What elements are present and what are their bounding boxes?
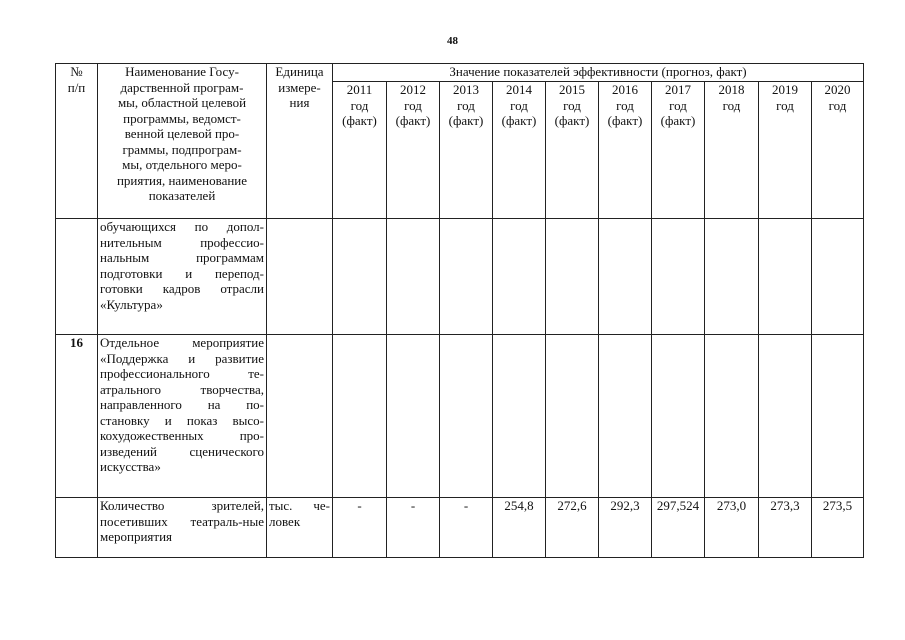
row-name: обучающихся по допол-нительным профессио-нальным программам подготовки и перепод-готовки кадров отрасли «Культура» [98,219,267,335]
row-value: - [387,498,440,558]
row-value [812,219,864,335]
header-year-2019: 2019 год [759,82,812,219]
header-year-2016: 2016 год (факт) [599,82,652,219]
indicators-table [55,63,864,558]
row-number [56,219,98,335]
row-value [759,335,812,498]
row-value [387,219,440,335]
header-number: № п/п [56,64,98,219]
row-value [333,335,387,498]
header-year-2015: 2015 год (факт) [546,82,599,219]
row-value [812,335,864,498]
table-header-row [56,64,864,82]
row-value [440,219,493,335]
row-name: Отдельное мероприятие «Поддержка и развитие профессионального те-атрального творчества, направленного на по-становку и показ высо-кохудожественных про-изведений сценического искусства» [98,335,267,498]
row-name: Количество зрителей, посетивших театраль-ные мероприятия [98,498,267,558]
row-value [599,335,652,498]
table-row [56,219,864,335]
row-value [705,335,759,498]
header-year-2018: 2018 год [705,82,759,219]
row-value: 254,8 [493,498,546,558]
table-row [56,498,864,558]
row-value [705,219,759,335]
page-number: 48 [447,35,458,47]
row-value [546,219,599,335]
row-value: 272,6 [546,498,599,558]
row-value: 292,3 [599,498,652,558]
header-year-2013: 2013 год (факт) [440,82,493,219]
header-year-2017: 2017 год (факт) [652,82,705,219]
row-value: 273,0 [705,498,759,558]
row-unit [267,219,333,335]
header-unit: Единица измере- ния [267,64,333,219]
row-value: 273,3 [759,498,812,558]
row-unit: тыс. че-ловек [267,498,333,558]
row-number: 16 [56,335,98,498]
row-value [493,219,546,335]
header-year-2020: 2020 год [812,82,864,219]
header-name: Наименование Госу- дарственной програм- мы, областной целевой программы, ведомст- венной целевой про- граммы, подпрограм- мы, отдельного меро- приятия, наименование показателей [98,64,267,219]
row-value [493,335,546,498]
row-unit [267,335,333,498]
row-value [387,335,440,498]
row-value [333,219,387,335]
row-value [652,335,705,498]
row-value [440,335,493,498]
row-value: - [440,498,493,558]
header-year-2012: 2012 год (факт) [387,82,440,219]
header-year-2014: 2014 год (факт) [493,82,546,219]
row-value: - [333,498,387,558]
header-values-group: Значение показателей эффективности (прогноз, факт) [333,64,864,82]
row-value [599,219,652,335]
row-value [546,335,599,498]
header-year-2011: 2011 год (факт) [333,82,387,219]
row-value [759,219,812,335]
row-value: 273,5 [812,498,864,558]
row-value [652,219,705,335]
row-number [56,498,98,558]
table-row [56,335,864,498]
row-value: 297,524 [652,498,705,558]
